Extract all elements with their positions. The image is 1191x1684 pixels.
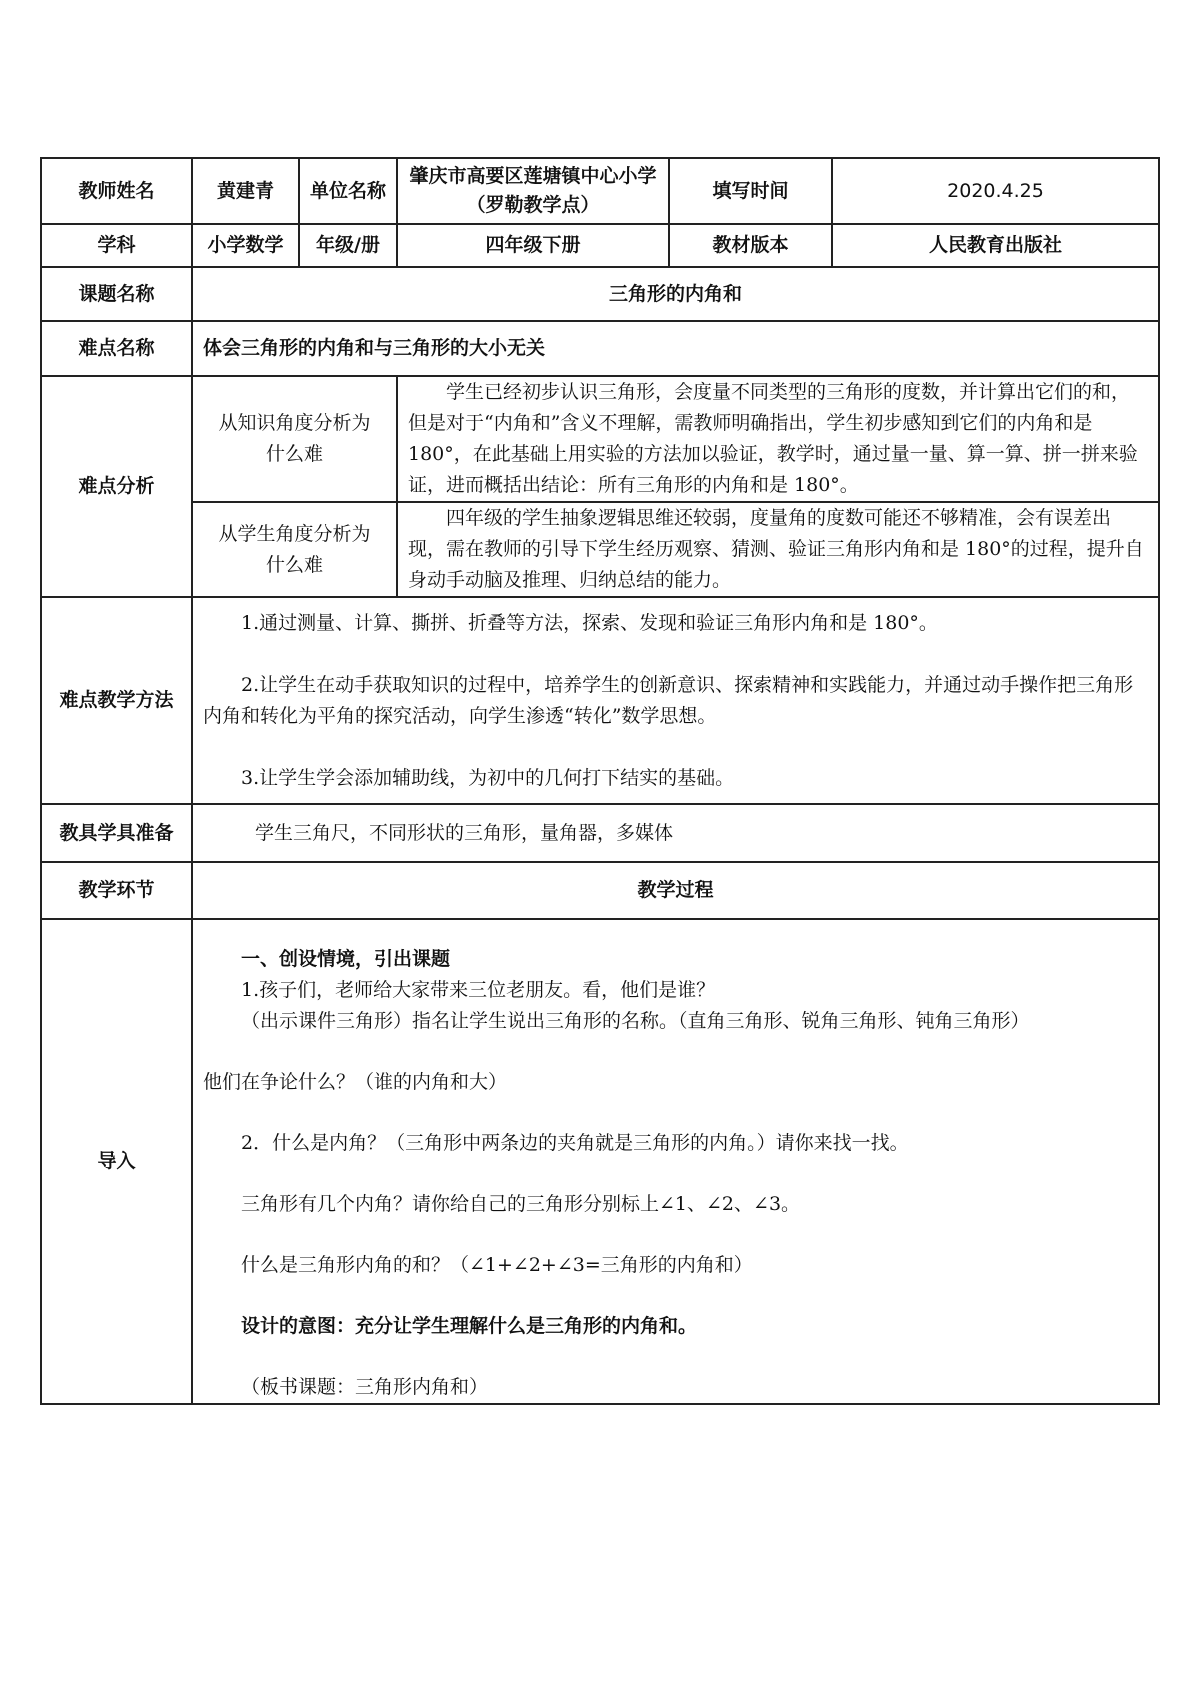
subject-value: 小学数学 <box>192 224 299 267</box>
intro-label: 导入 <box>41 919 192 1404</box>
teacher-name-label: 教师姓名 <box>41 158 192 224</box>
topic-row <box>41 267 1159 321</box>
design-intent: 设计的意图：充分让学生理解什么是三角形的内角和。 <box>241 1315 698 1337</box>
intro-line: 2．什么是内角？（三角形中两条边的夹角就是三角形的内角。）请你来找一找。 <box>241 1132 909 1154</box>
grade-label: 年级/册 <box>299 224 397 267</box>
analysis-label: 难点分析 <box>41 376 192 597</box>
methods-label: 难点教学方法 <box>41 597 192 804</box>
difficulty-label: 难点名称 <box>41 321 192 376</box>
teaching-stage-label: 教学环节 <box>41 862 192 919</box>
analysis-knowledge-row <box>41 376 1159 502</box>
topic-label: 课题名称 <box>41 267 192 321</box>
topic-value: 三角形的内角和 <box>192 267 1159 321</box>
intro-content <box>192 919 1159 1404</box>
tools-label: 教具学具准备 <box>41 804 192 862</box>
teacher-name-value: 黄建青 <box>192 158 299 224</box>
knowledge-angle-text: 学生已经初步认识三角形，会度量不同类型的三角形的度数，并计算出它们的和，但是对于“内角和”含义不理解，需教师明确指出，学生初步感知到它们的内角和是 180°，在此基础上用实验的方法加以验证，教学时，通过量一量、算一算、拼一拼来验证，进而概括出结论：所有三角形的内角和是 180°。 <box>397 376 1159 502</box>
fill-date-label: 填写时间 <box>669 158 832 224</box>
intro-row <box>41 919 1159 1404</box>
method-item: 3.让学生学会添加辅助线，为初中的几何打下结实的基础。 <box>241 766 735 789</box>
knowledge-angle-label: 从知识角度分析为什么难 <box>192 376 397 502</box>
unit-name-value: 肇庆市高要区莲塘镇中心小学（罗勒教学点） <box>397 158 669 224</box>
tools-value: 学生三角尺，不同形状的三角形，量角器，多媒体 <box>192 804 1159 862</box>
method-item: 1.通过测量、计算、撕拼、折叠等方法，探索、发现和验证三角形内角和是 180°。 <box>241 611 938 634</box>
intro-line: 他们在争论什么？（谁的内角和大） <box>203 1071 508 1093</box>
unit-name-label: 单位名称 <box>299 158 397 224</box>
subject-label: 学科 <box>41 224 192 267</box>
lesson-plan-sheet <box>40 157 1158 1405</box>
analysis-student-row <box>41 502 1159 597</box>
student-angle-label: 从学生角度分析为什么难 <box>192 502 397 597</box>
tools-row <box>41 804 1159 862</box>
intro-line: 什么是三角形内角的和？（∠1+∠2+∠3=三角形的内角和） <box>241 1254 753 1276</box>
header-row-2 <box>41 224 1159 267</box>
methods-row <box>41 597 1159 804</box>
intro-heading: 一、创设情境，引出课题 <box>241 948 451 970</box>
teaching-process-label: 教学过程 <box>192 862 1159 919</box>
fill-date-value: 2020.4.25 <box>832 158 1159 224</box>
intro-line: 三角形有几个内角？请你给自己的三角形分别标上∠1、∠2、∠3。 <box>241 1193 801 1215</box>
edition-value: 人民教育出版社 <box>832 224 1159 267</box>
student-angle-text: 四年级的学生抽象逻辑思维还较弱，度量角的度数可能还不够精准，会有误差出现，需在教师的引导下学生经历观察、猜测、验证三角形内角和是 180°的过程，提升自身动手动脑及推理、归纳总结的能力。 <box>397 502 1159 597</box>
method-item: 2.让学生在动手获取知识的过程中，培养学生的创新意识、探索精神和实践能力，并通过动手操作把三角形内角和转化为平角的探究活动，向学生渗透“转化”数学思想。 <box>203 673 1134 727</box>
board-note: （板书课题：三角形内角和） <box>241 1376 489 1398</box>
process-header-row <box>41 862 1159 919</box>
edition-label: 教材版本 <box>669 224 832 267</box>
header-row-1 <box>41 158 1159 224</box>
difficulty-value: 体会三角形的内角和与三角形的大小无关 <box>192 321 1159 376</box>
difficulty-row <box>41 321 1159 376</box>
grade-value: 四年级下册 <box>397 224 669 267</box>
lesson-plan-table <box>40 157 1160 1405</box>
intro-line: （出示课件三角形）指名让学生说出三角形的名称。（直角三角形、锐角三角形、钝角三角形） <box>241 1010 1030 1032</box>
intro-line: 1.孩子们，老师给大家带来三位老朋友。看，他们是谁？ <box>241 979 716 1001</box>
methods-content <box>192 597 1159 804</box>
